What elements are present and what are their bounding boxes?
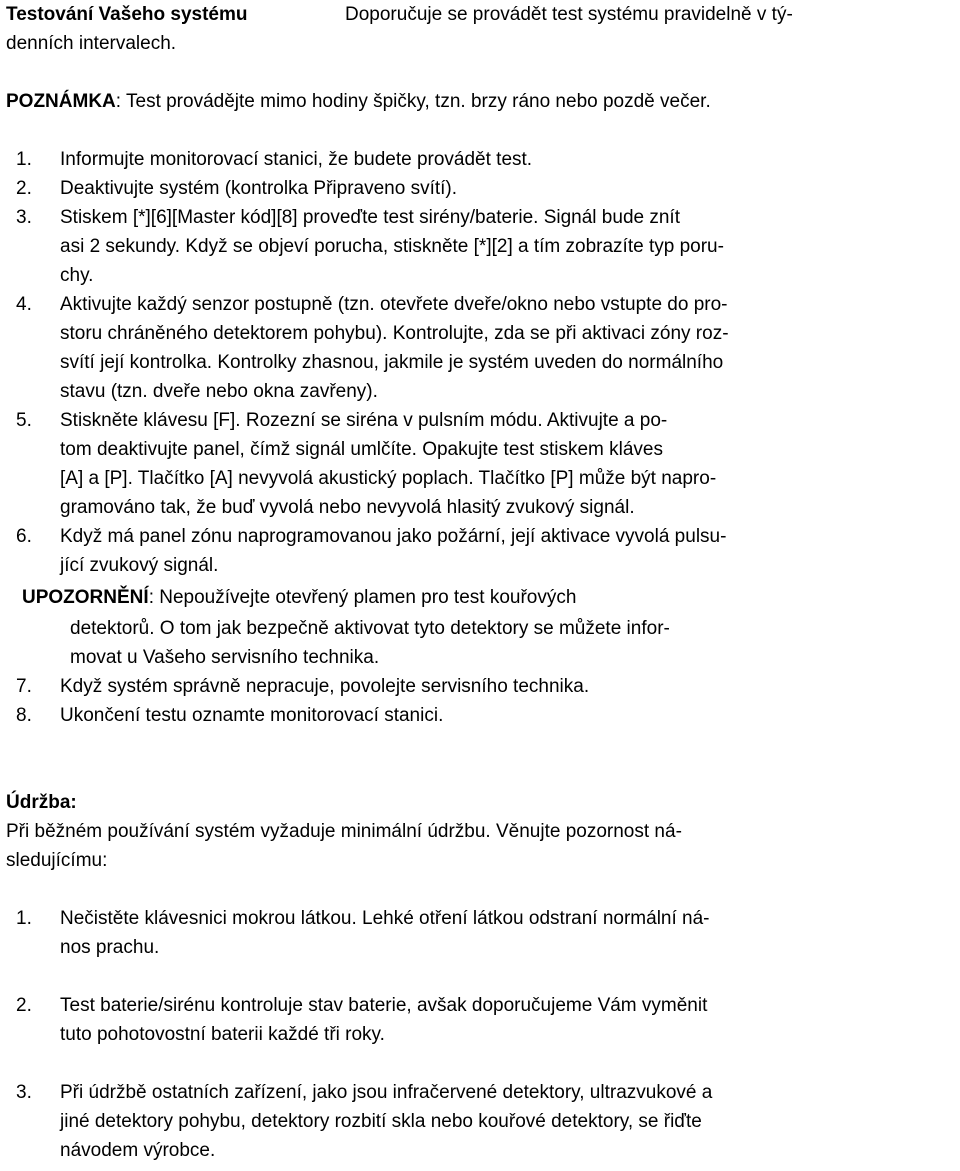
maintenance-item-line: tuto pohotovostní baterii každé tři roky. bbox=[60, 1024, 385, 1045]
step-text-line: jící zvukový signál. bbox=[60, 555, 219, 576]
warning-text-line: detektorů. O tom jak bezpečně aktivovat tyto detektory se můžete infor- bbox=[70, 618, 670, 639]
warning-paragraph bbox=[22, 583, 576, 612]
intro-text-line: denních intervalech. bbox=[6, 33, 177, 54]
intro-text-line: Doporučuje se provádět test systému pravidelně v tý- bbox=[345, 4, 793, 25]
maintenance-item-line: návodem výrobce. bbox=[60, 1140, 216, 1161]
step-number: 1. bbox=[16, 149, 32, 170]
maintenance-title: Údržba: bbox=[6, 792, 77, 813]
step-text-line: Stiskem [*][6][Master kód][8] proveďte test sirény/baterie. Signál bude znít bbox=[60, 207, 680, 228]
maintenance-intro-line: sledujícímu: bbox=[6, 850, 108, 871]
step-number: 5. bbox=[16, 410, 32, 431]
maintenance-intro-line: Při běžném používání systém vyžaduje minimální údržbu. Věnujte pozornost ná- bbox=[6, 821, 682, 842]
step-number: 4. bbox=[16, 294, 32, 315]
step-text-line: Stiskněte klávesu [F]. Rozezní se siréna v pulsním módu. Aktivujte a po- bbox=[60, 410, 668, 431]
maintenance-item-number: 1. bbox=[16, 908, 32, 929]
maintenance-item-line: jiné detektory pohybu, detektory rozbití skla nebo kouřové detektory, se řiďte bbox=[60, 1111, 702, 1132]
step-number: 2. bbox=[16, 178, 32, 199]
step-number: 6. bbox=[16, 526, 32, 547]
step-text-line: Když má panel zónu naprogramovanou jako požární, její aktivace vyvolá pulsu- bbox=[60, 526, 727, 547]
step-number: 8. bbox=[16, 705, 32, 726]
maintenance-item-number: 2. bbox=[16, 995, 32, 1016]
step-text-line: svítí její kontrolka. Kontrolky zhasnou, jakmile je systém uveden do normálního bbox=[60, 352, 724, 373]
step-text-line: Deaktivujte systém (kontrolka Připraveno svítí). bbox=[60, 178, 458, 199]
maintenance-item-line: Při údržbě ostatních zařízení, jako jsou infračervené detektory, ultrazvukové a bbox=[60, 1082, 713, 1103]
step-text-line: tom deaktivujte panel, čímž signál umlčíte. Opakujte test stiskem kláves bbox=[60, 439, 663, 460]
step-text-line: Informujte monitorovací stanici, že budete provádět test. bbox=[60, 149, 533, 170]
section-title: Testování Vašeho systému bbox=[6, 4, 248, 25]
maintenance-item-line: Test baterie/sirénu kontroluje stav baterie, avšak doporučujeme Vám vyměnit bbox=[60, 995, 708, 1016]
step-text-line: Ukončení testu oznamte monitorovací stanici. bbox=[60, 705, 444, 726]
maintenance-item-line: nos prachu. bbox=[60, 937, 160, 958]
warning-text-line: movat u Vašeho servisního technika. bbox=[70, 647, 380, 668]
step-text-line: storu chráněného detektorem pohybu). Kontrolujte, zda se při aktivaci zóny roz- bbox=[60, 323, 729, 344]
step-number: 3. bbox=[16, 207, 32, 228]
warning-text: : Nepoužívejte otevřený plamen pro test kouřových bbox=[148, 587, 577, 608]
maintenance-item-line: Nečistěte klávesnici mokrou látkou. Lehké otření látkou odstraní normální ná- bbox=[60, 908, 710, 929]
step-text-line: chy. bbox=[60, 265, 94, 286]
step-text-line: [A] a [P]. Tlačítko [A] nevyvolá akustický poplach. Tlačítko [P] může být napro- bbox=[60, 468, 717, 489]
step-text-line: Když systém správně nepracuje, povolejte servisního technika. bbox=[60, 676, 590, 697]
step-number: 7. bbox=[16, 676, 32, 697]
note-paragraph bbox=[6, 87, 711, 116]
warning-label: UPOZORNĚNÍ bbox=[22, 587, 149, 608]
step-text-line: Aktivujte každý senzor postupně (tzn. otevřete dveře/okno nebo vstupte do pro- bbox=[60, 294, 728, 315]
step-text-line: asi 2 sekundy. Když se objeví porucha, stiskněte [*][2] a tím zobrazíte typ poru- bbox=[60, 236, 724, 257]
step-text-line: stavu (tzn. dveře nebo okna zavřeny). bbox=[60, 381, 378, 402]
maintenance-item-number: 3. bbox=[16, 1082, 32, 1103]
note-label: POZNÁMKA bbox=[6, 91, 116, 112]
note-text: : Test provádějte mimo hodiny špičky, tzn. brzy ráno nebo pozdě večer. bbox=[115, 91, 711, 112]
step-text-line: gramováno tak, že buď vyvolá nebo nevyvolá hlasitý zvukový signál. bbox=[60, 497, 635, 518]
